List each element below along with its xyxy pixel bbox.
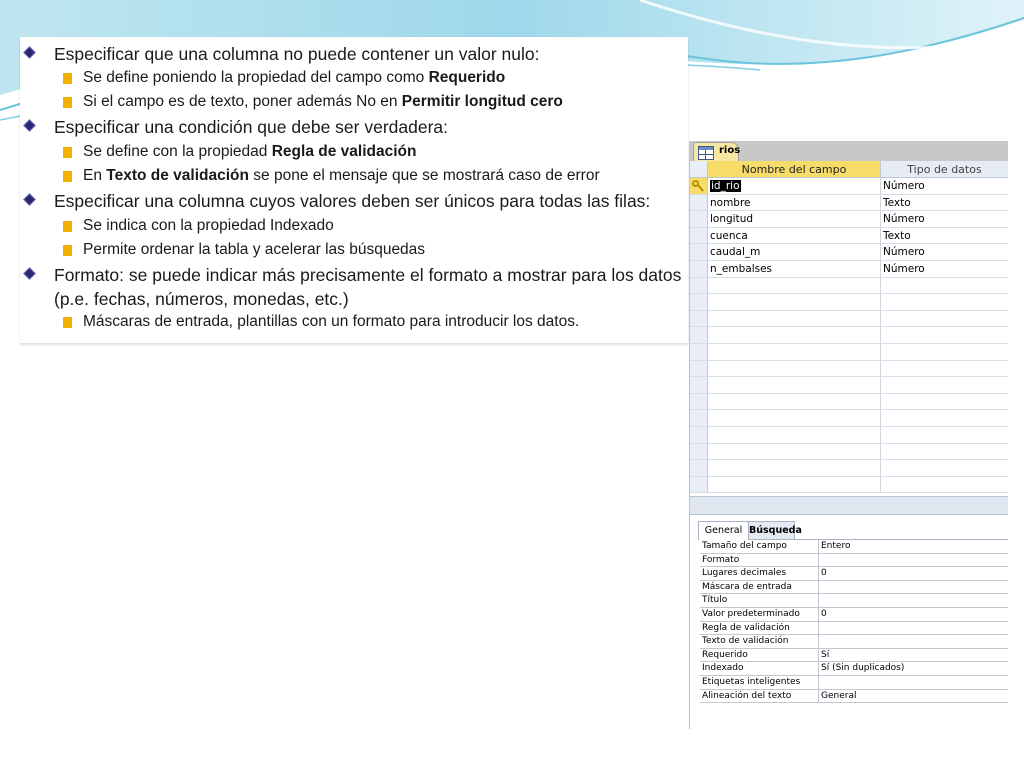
bullet-text: Regla de validación xyxy=(271,143,417,160)
data-type-cell[interactable] xyxy=(881,294,1008,310)
table-row[interactable] xyxy=(690,178,1008,195)
bullet-text: Formato: se puede indicar más precisamente el formato a mostrar para los datos (p.e. fechas, números, monedas, etc.) xyxy=(54,265,682,309)
table-row[interactable] xyxy=(690,477,1008,494)
data-type-cell[interactable] xyxy=(881,410,1008,426)
row-selector[interactable] xyxy=(690,261,708,277)
property-value[interactable] xyxy=(819,554,1008,567)
table-row[interactable] xyxy=(690,244,1008,261)
bullet-level2 xyxy=(83,214,334,238)
row-selector[interactable] xyxy=(690,361,708,377)
row-selector[interactable] xyxy=(690,195,708,211)
table-row[interactable] xyxy=(690,377,1008,394)
property-row[interactable] xyxy=(700,581,1008,595)
table-row[interactable] xyxy=(690,410,1008,427)
property-label: Valor predeterminado xyxy=(700,608,819,621)
field-name-cell[interactable] xyxy=(708,195,881,211)
bullet-level1 xyxy=(54,263,684,311)
table-row[interactable] xyxy=(690,327,1008,344)
data-type-cell[interactable] xyxy=(881,278,1008,294)
bullet-level1 xyxy=(54,115,448,139)
square-bullet-icon xyxy=(63,73,72,84)
data-type-cell[interactable] xyxy=(881,195,1008,211)
property-value[interactable]: 0 xyxy=(821,568,827,579)
data-type-cell[interactable] xyxy=(881,178,1008,194)
table-row[interactable] xyxy=(690,211,1008,228)
field-name-cell[interactable] xyxy=(708,361,881,377)
tab-general[interactable]: General xyxy=(698,521,749,540)
bullet-text: Se define poniendo la propiedad del campo como xyxy=(83,69,429,86)
property-label: Formato xyxy=(700,554,819,567)
bullet-text: Máscaras de entrada, plantillas con un formato para introducir los datos. xyxy=(83,313,580,330)
bullet-text: En xyxy=(83,167,107,184)
table-row[interactable] xyxy=(690,394,1008,411)
bullet-text: Requerido xyxy=(428,69,506,86)
bullet-level2 xyxy=(83,90,563,114)
field-name-cell[interactable] xyxy=(708,211,881,227)
bullet-level2 xyxy=(83,164,600,188)
bullet-text: Si el campo es de texto, poner además No en xyxy=(83,93,402,110)
property-label: Texto de validación xyxy=(700,635,819,648)
row-selector[interactable] xyxy=(690,344,708,360)
field-name-cell[interactable] xyxy=(708,294,881,310)
field-name-cell[interactable] xyxy=(708,278,881,294)
field-name-cell[interactable] xyxy=(708,261,881,277)
data-type-cell[interactable] xyxy=(881,211,1008,227)
table-row[interactable] xyxy=(690,444,1008,461)
properties-table xyxy=(700,539,1008,703)
row-selector[interactable] xyxy=(690,244,708,260)
data-type-cell[interactable] xyxy=(881,261,1008,277)
bullet-text: Especificar una condición que debe ser verdadera: xyxy=(54,117,448,137)
square-bullet-icon xyxy=(63,221,72,232)
field-name-cell[interactable] xyxy=(708,477,881,493)
property-label: Indexado xyxy=(700,662,819,675)
property-label: Tamaño del campo xyxy=(700,540,819,553)
field-name-cell[interactable] xyxy=(708,244,881,260)
bullet-level2 xyxy=(83,140,416,164)
property-row[interactable] xyxy=(700,622,1008,636)
data-type-cell[interactable] xyxy=(881,244,1008,260)
row-selector[interactable] xyxy=(690,377,708,393)
data-type-cell[interactable] xyxy=(881,377,1008,393)
table-row[interactable] xyxy=(690,361,1008,378)
field-name-cell[interactable] xyxy=(708,394,881,410)
property-label: Regla de validación xyxy=(700,622,819,635)
property-value[interactable]: 0 xyxy=(821,608,827,619)
property-row[interactable] xyxy=(700,662,1008,676)
bullet-text: Especificar que una columna no puede contener un valor nulo: xyxy=(54,44,540,64)
field-name-text: longitud xyxy=(710,213,754,226)
bullet-text: Permitir longitud cero xyxy=(401,93,563,110)
field-name-text: nombre xyxy=(710,196,751,209)
table-row[interactable] xyxy=(690,427,1008,444)
table-row[interactable] xyxy=(690,278,1008,295)
square-bullet-icon xyxy=(63,171,72,182)
tab-busqueda[interactable]: Búsqueda xyxy=(748,521,795,539)
data-type-cell[interactable] xyxy=(881,460,1008,476)
field-name-cell[interactable] xyxy=(708,427,881,443)
property-row[interactable] xyxy=(700,594,1008,608)
row-selector[interactable] xyxy=(690,477,708,493)
bullet-text: se pone el mensaje que se mostrará caso de error xyxy=(248,167,600,184)
select-all-corner[interactable] xyxy=(690,161,708,178)
row-selector[interactable] xyxy=(690,460,708,476)
property-value[interactable] xyxy=(819,622,1008,635)
data-type-text: Texto xyxy=(883,196,911,209)
data-type-cell[interactable] xyxy=(881,311,1008,327)
field-rows xyxy=(690,178,1008,493)
field-name-cell[interactable] xyxy=(708,327,881,343)
property-value[interactable]: General xyxy=(821,690,857,701)
data-type-cell[interactable] xyxy=(881,344,1008,360)
property-label: Etiquetas inteligentes xyxy=(700,676,819,689)
row-selector[interactable] xyxy=(690,278,708,294)
bullet-level2 xyxy=(83,238,425,262)
pane-splitter[interactable] xyxy=(690,496,1008,515)
row-selector[interactable] xyxy=(690,427,708,443)
data-type-cell[interactable] xyxy=(881,228,1008,244)
property-label: Máscara de entrada xyxy=(700,581,819,594)
bullet-text: Especificar una columna cuyos valores deben ser únicos para todas las filas: xyxy=(54,191,651,211)
table-row[interactable] xyxy=(690,228,1008,245)
field-name-cell[interactable] xyxy=(708,228,881,244)
property-value[interactable] xyxy=(819,581,1008,594)
data-type-cell[interactable] xyxy=(881,477,1008,493)
field-name-text: id_rio xyxy=(711,180,740,192)
slide-text-panel xyxy=(20,37,688,343)
property-row[interactable] xyxy=(700,649,1008,663)
row-selector[interactable] xyxy=(690,311,708,327)
document-tab-bar xyxy=(690,141,1008,161)
table-icon xyxy=(698,146,714,160)
property-value[interactable] xyxy=(819,635,1008,648)
square-bullet-icon xyxy=(63,245,72,256)
table-row[interactable] xyxy=(690,195,1008,212)
data-type-cell[interactable] xyxy=(881,327,1008,343)
property-row[interactable] xyxy=(700,690,1008,704)
bullet-level2 xyxy=(83,66,505,90)
property-label: Lugares decimales xyxy=(700,567,819,580)
property-value[interactable] xyxy=(819,594,1008,607)
field-properties-pane xyxy=(690,515,1008,729)
row-selector[interactable] xyxy=(690,394,708,410)
data-type-cell[interactable] xyxy=(881,394,1008,410)
field-name-text: n_embalses xyxy=(710,262,773,275)
row-selector[interactable] xyxy=(690,294,708,310)
field-name-cell[interactable] xyxy=(708,377,881,393)
field-name-cell[interactable] xyxy=(708,311,881,327)
document-tab-label: rios xyxy=(719,145,741,156)
table-row[interactable] xyxy=(690,261,1008,278)
row-selector[interactable] xyxy=(690,178,708,194)
document-tab-rios[interactable] xyxy=(693,142,739,162)
field-name-cell[interactable] xyxy=(708,344,881,360)
table-row[interactable] xyxy=(690,460,1008,477)
table-row[interactable] xyxy=(690,344,1008,361)
property-label: Requerido xyxy=(700,649,819,662)
table-row[interactable] xyxy=(690,294,1008,311)
bullet-level1 xyxy=(54,189,650,213)
data-type-text: Número xyxy=(883,246,925,259)
property-row[interactable] xyxy=(700,554,1008,568)
diamond-bullet-icon xyxy=(23,267,36,280)
bullet-text: Se indica con la propiedad Indexado xyxy=(83,217,334,234)
field-name-text: caudal_m xyxy=(710,246,761,259)
property-value[interactable]: Sí xyxy=(821,649,830,660)
property-value[interactable]: Sí (Sin duplicados) xyxy=(821,663,905,674)
field-name-cell[interactable] xyxy=(708,444,881,460)
access-design-view xyxy=(689,141,1008,729)
column-header-data-type[interactable]: Tipo de datos xyxy=(881,161,1008,178)
property-row[interactable] xyxy=(700,608,1008,622)
field-name-text: cuenca xyxy=(710,229,748,242)
data-type-cell[interactable] xyxy=(881,427,1008,443)
property-row[interactable] xyxy=(700,676,1008,690)
property-label: Título xyxy=(700,594,819,607)
grid-header xyxy=(690,161,1008,178)
bullet-text: Permite ordenar la tabla y acelerar las búsquedas xyxy=(83,241,426,258)
square-bullet-icon xyxy=(63,317,72,328)
bullet-level2 xyxy=(83,310,579,334)
data-type-text: Número xyxy=(883,213,925,226)
field-name-cell[interactable] xyxy=(708,460,881,476)
property-row[interactable] xyxy=(700,635,1008,649)
square-bullet-icon xyxy=(63,147,72,158)
square-bullet-icon xyxy=(63,97,72,108)
row-selector[interactable] xyxy=(690,444,708,460)
property-label: Alineación del texto xyxy=(700,690,819,703)
field-name-cell[interactable] xyxy=(708,178,881,194)
bullet-text: Se define con la propiedad xyxy=(83,143,272,160)
field-name-cell[interactable] xyxy=(708,410,881,426)
bullet-list xyxy=(20,37,688,343)
bullet-text: Texto de validación xyxy=(106,167,249,184)
diamond-bullet-icon xyxy=(23,193,36,206)
table-row[interactable] xyxy=(690,311,1008,328)
row-selector[interactable] xyxy=(690,327,708,343)
property-row[interactable] xyxy=(700,540,1008,554)
data-type-text: Número xyxy=(883,262,925,275)
row-selector[interactable] xyxy=(690,410,708,426)
data-type-text: Texto xyxy=(883,229,911,242)
primary-key-icon xyxy=(692,180,705,192)
diamond-bullet-icon xyxy=(23,46,36,59)
row-selector[interactable] xyxy=(690,211,708,227)
data-type-cell[interactable] xyxy=(881,444,1008,460)
data-type-text: Número xyxy=(883,180,925,192)
property-row[interactable] xyxy=(700,567,1008,581)
row-selector[interactable] xyxy=(690,228,708,244)
property-value[interactable]: Entero xyxy=(821,541,851,551)
bullet-level1 xyxy=(54,42,539,66)
data-type-cell[interactable] xyxy=(881,361,1008,377)
diamond-bullet-icon xyxy=(23,119,36,132)
property-value[interactable] xyxy=(819,676,1008,689)
column-header-field-name[interactable]: Nombre del campo xyxy=(708,161,881,178)
